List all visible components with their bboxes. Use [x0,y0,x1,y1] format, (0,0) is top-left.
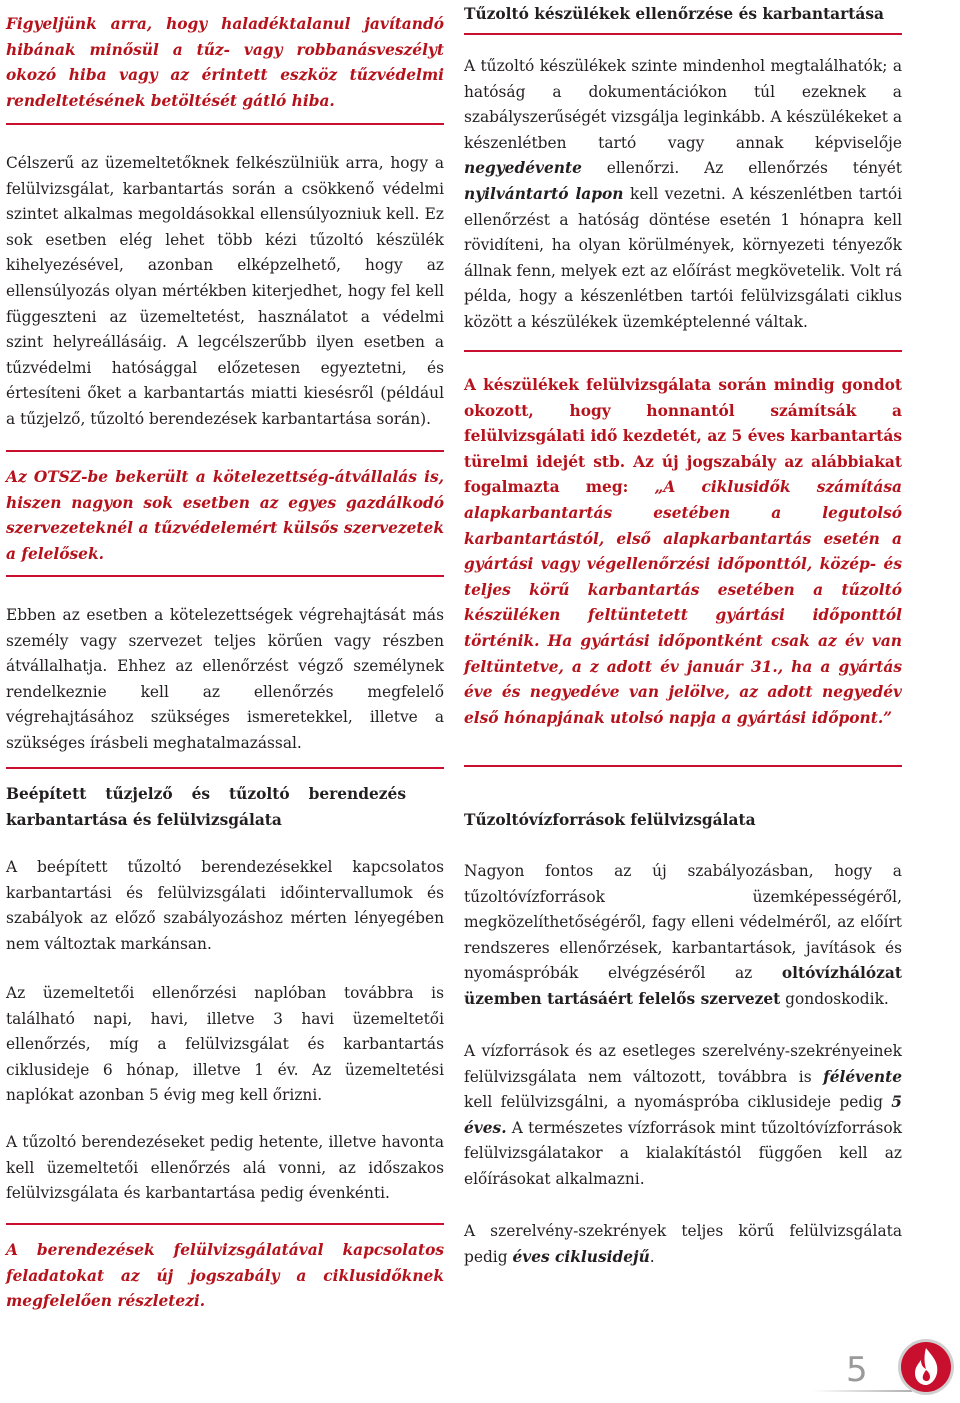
details-callout: A berendezések felülvizsgálatával kapcsolatos feladatokat az új jogszabály a ciklusidőknek megfelelően részletezi. [6,1241,444,1311]
divider [464,33,902,35]
emphasis-responsible-org: oltóvízhálózat üzemben tartásáért felelős szervezet [464,964,902,1008]
page-number: 5 [846,1350,869,1390]
paragraph-extinguisher-checks [464,54,902,336]
text-span: A tűzoltó készülékek szinte mindenhol megtalálhatók; a hatóság a dokumentációkon túl ezeknek a szabályszerűségét vizsgálja leginkább. A készülékeket a készenlétben tartó vagy annak képviselője [464,57,902,152]
emphasis-annual-cycle: éves ciklusidejű [512,1247,650,1266]
emphasis-semiannual: félévente [823,1067,902,1086]
divider [6,1223,444,1225]
section-heading-installed-systems: Beépített tűzjelző és tűzoltó berendezés karbantartása és felülvizsgálata [6,785,406,829]
flame-logo-icon [897,1338,955,1396]
divider [464,765,902,767]
paragraph-annual [464,1219,902,1270]
obligation-callout: Az OTSZ-be bekerült a kötelezettség-átvállalás is, hiszen nagyon sok esetben az egyes gazdálkodó szervezeteknél a tűzvédelemért külsős szervezetek a felelősek. [6,468,444,563]
paragraph-log: Az üzemeltetői ellenőrzési naplóban továbbra is található napi, havi, illetve 3 havi üzemeltetői ellenőrzés, míg a felülvizsgálat és karbantartás ciklusideje 6 hónap, illetve 1 év. Az üzemeltetési naplókat azonban 5 évig meg kell őrizni. [6,984,444,1105]
divider [6,123,444,125]
paragraph-weekly: A tűzoltó berendezéseket pedig hetente, illetve havonta kell üzemeltetői ellenőrzés alá vonni, az időszakos felülvizsgálata és karbantartása pedig évenkénti. [6,1133,444,1203]
cycle-time-callout [464,373,902,731]
divider [6,575,444,577]
paragraph-water-sources [464,859,902,1013]
text-span: kell vezetni. A készenlétben tartói ellenőrzést a hatóság döntése esetén 1 hónapra kell rövidíteni, ha olyan körülmények, környezeti tényezők állnak fenn, melyek ezt az előírást megkövetelik. Volt rá példa, hogy a készenlétben tartói felülvizsgálati ciklus között a készülékek üzemképtelenné váltak. [464,184,903,331]
divider [6,450,444,452]
paragraph-cabinets [464,1039,902,1193]
text-span: Nagyon fontos az új szabályozásban, hogy a tűzoltóvízforrások üzemképességéről, megközelíthetőségéről, fagy elleni védelméről, az előírt rendszeres ellenőrzések, karbantartások, javítások és nyomáspróbák elvégzéséről az [464,862,902,983]
emphasis-quarterly: negyedévente [464,159,582,178]
paragraph-intervals: A beépített tűzoltó berendezésekkel kapcsolatos karbantartási és felülvizsgálati időintervallumok és szabályok az előző szabályozáshoz mérten lényegében nem változtak markánsan. [6,858,444,953]
emphasis-register-sheet: nyilvántartó lapon [464,184,624,203]
section-heading-water-sources: Tűzoltóvízforrások felülvizsgálata [464,811,756,829]
text-span: A vízforrások és az esetleges szerelvény-szekrényeinek felülvizsgálata nem változott, továbbra is [464,1042,902,1086]
paragraph-delegation: Ebben az esetben a kötelezettségek végrehajtását más személy vagy szervezet teljes körűen vagy részben átvállalhatja. Ehhez az ellenőrzést végző személynek rendelkeznie kell az ellenőrzés megfelelő végrehajtásához szükséges ismeretekkel, illetve a szükséges írásbeli meghatalmazással. [6,606,444,752]
paragraph-compensation: Célszerű az üzemeltetőknek felkészülniük arra, hogy a felülvizsgálat, karbantartás során a csökkenő védelmi szintet alkalmas megoldásokkal ellensúlyozniuk kell. Ez sok esetben elég lehet több kézi tűzoltó készülék kihelyezésével, azonban elképzelhető, hogy az ellensúlyozás olyan mértékben kiterjedhet, hogy fel kell függeszteni az üzemeltetést, használatot a védelmi szint helyreállásáig. A legcélszerűbb ilyen esetben a tűzvédelmi hatósággal előzetesen egyeztetni, és értesíteni őket a karbantartás miatti kiesésről (például a tűzjelző, tűzoltó berendezések karbantartása során). [6,154,444,428]
section-heading-extinguishers: Tűzoltó készülékek ellenőrzése és karbantartása [464,5,884,23]
text-span: ellenőrzi. Az ellenőrzés tényét [581,159,902,178]
text-span: kell felülvizsgálni, a nyomáspróba ciklusideje pedig [464,1093,892,1112]
divider [6,767,444,769]
text-span: A szerelvény-szekrények teljes körű felülvizsgálata pedig [464,1222,902,1266]
text-span: gondoskodik. [780,989,889,1008]
legal-quote: „A ciklusidők számítása alapkarbantartás esetében a legutolsó karbantartástól, első alapkarbantartás esetén a gyártási vagy végellenőrzési időponttól, közép- és teljes körű karbantartás esetében a tűzoltó készüléken feltüntetett gyártási időponttól történik. Ha gyártási időpontként csak az év van feltüntetve, a z adott év január 31., ha a gyártás éve és negyedéve van jelölve, az adott negyedév első hónapjának utolsó napja a gyártási időpont.” [464,478,903,727]
warning-callout: Figyeljünk arra, hogy haladéktalanul javítandó hibának minősül a tűz- vagy robbanásveszélyt okozó hiba vagy az érintett eszköz tűzvédelmi rendeltetésének betöltését gátló hiba. [6,15,444,110]
text-span: A természetes vízforrások mint tűzoltóvízforrások felülvizsgálatakor a kialakítástól függően kell az előírásokat alkalmazni. [464,1118,902,1188]
text-span: . [649,1247,655,1266]
divider [464,350,902,352]
text-span: A készülékek felülvizsgálata során mindig gondot okozott, hogy honnantól számítsák a felülvizsgálati idő kezdetét, az 5 éves karbantartás türelmi idejét stb. Az új jogszabály az alábbiakat fogalmazta meg: [464,376,902,497]
emphasis-five-years: 5 éves. [464,1093,902,1137]
